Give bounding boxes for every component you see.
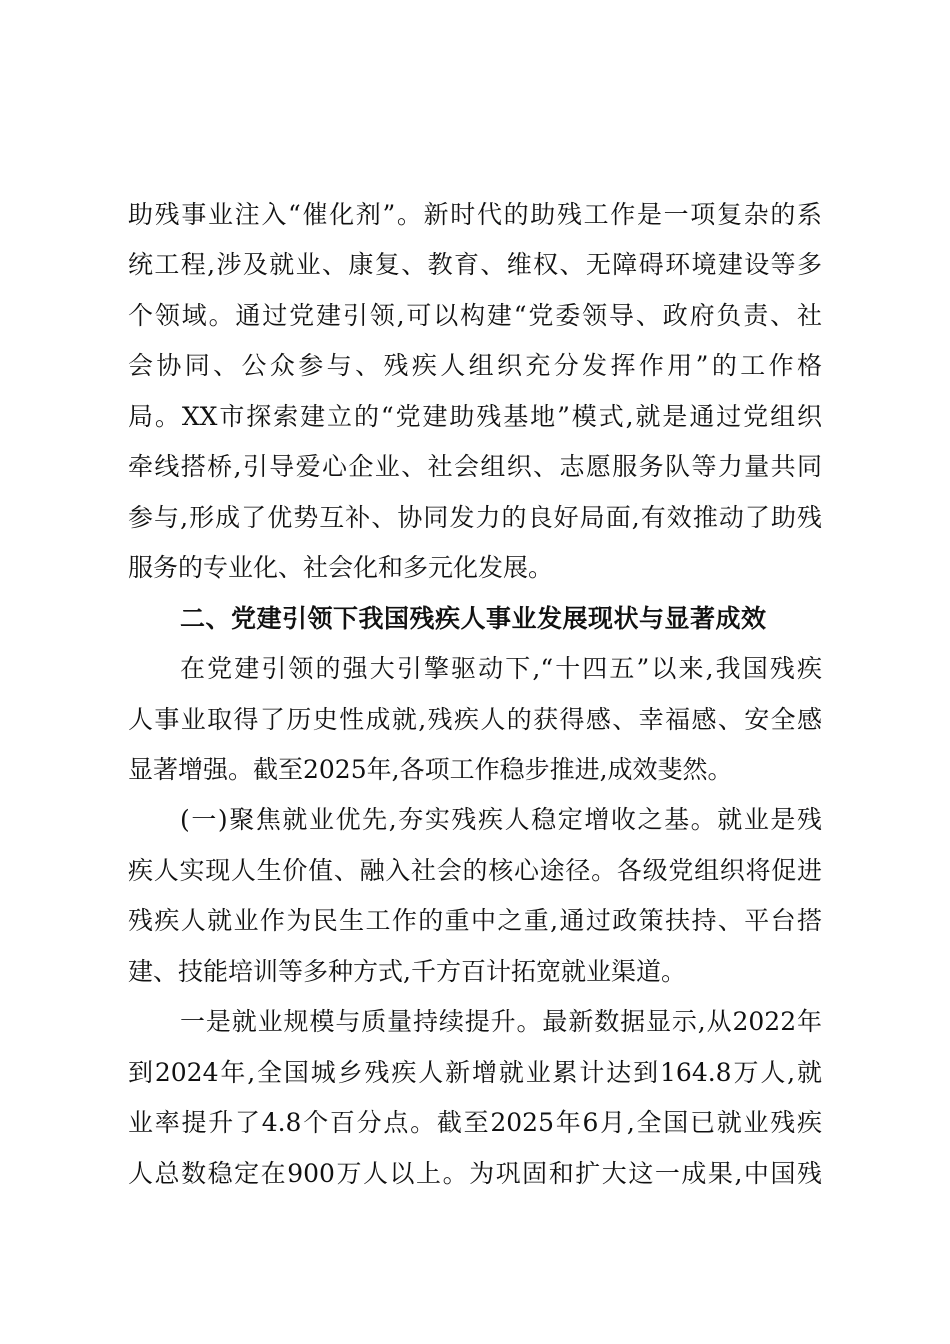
text-line: 牵线搭桥,引导爱心企业、社会组织、志愿服务队等力量共同 [128, 452, 822, 482]
text-line: 局。XX市探索建立的“党建助残基地”模式,就是通过党组织 [128, 401, 822, 431]
text-line: 一是就业规模与质量持续提升。最新数据显示,从2022年 [180, 1007, 822, 1037]
text-line: 疾人实现人生价值、融入社会的核心途径。各级党组织将促进 [128, 855, 822, 885]
text-line: 建、技能培训等多种方式,千方百计拓宽就业渠道。 [128, 956, 686, 986]
text-line: 到2024年,全国城乡残疾人新增就业累计达到164.8万人,就 [128, 1057, 822, 1087]
text-line: 二、党建引领下我国残疾人事业发展现状与显著成效 [180, 603, 766, 633]
text-line: 助残事业注入“催化剂”。新时代的助残工作是一项复杂的系 [128, 200, 822, 229]
text-line: 残疾人就业作为民生工作的重中之重,通过政策扶持、平台搭 [128, 906, 822, 936]
text-line: 参与,形成了优势互补、协同发力的良好局面,有效推动了助残 [128, 502, 822, 532]
text-line: 统工程,涉及就业、康复、教育、维权、无障碍环境建设等多 [128, 250, 822, 280]
text-line: 个领域。通过党建引领,可以构建“党委领导、政府负责、社 [128, 300, 822, 330]
text-line: 服务的专业化、社会化和多元化发展。 [128, 553, 554, 583]
text-line: 显著增强。截至2025年,各项工作稳步推进,成效斐然。 [128, 754, 733, 784]
text-line: (一)聚焦就业优先,夯实残疾人稳定增收之基。就业是残 [180, 805, 822, 835]
text-line: 会协同、公众参与、残疾人组织充分发挥作用”的工作格 [128, 351, 822, 381]
text-line: 人事业取得了历史性成就,残疾人的获得感、幸福感、安全感 [128, 704, 822, 734]
text-line: 人总数稳定在900万人以上。为巩固和扩大这一成果,中国残 [128, 1158, 822, 1188]
text-line: 在党建引领的强大引擎驱动下,“十四五”以来,我国残疾 [180, 654, 822, 684]
text-line: 业率提升了4.8个百分点。截至2025年6月,全国已就业残疾 [128, 1108, 822, 1138]
